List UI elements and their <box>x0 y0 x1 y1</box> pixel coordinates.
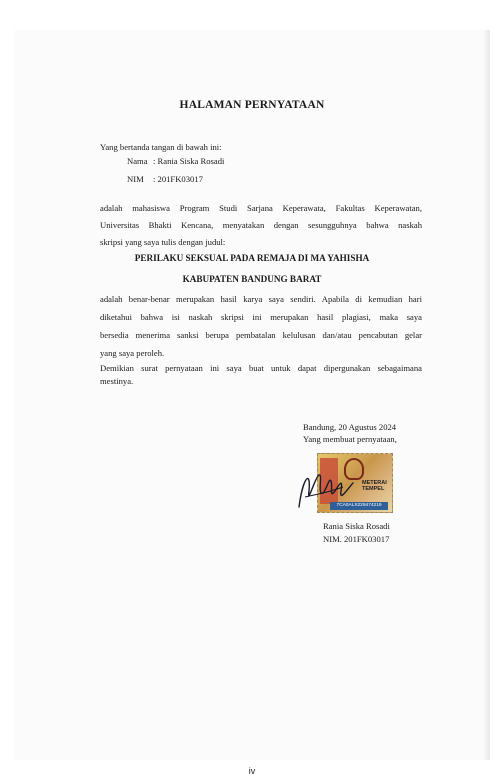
page-number: iv <box>248 766 256 776</box>
paragraph-line: yang saya peroleh. <box>100 348 165 358</box>
nim-value: : 201FK03017 <box>153 174 203 184</box>
scanned-page <box>14 30 490 760</box>
page-title: HALAMAN PERNYATAAN <box>179 99 325 111</box>
signature-block <box>293 447 403 522</box>
thesis-title-line: PERILAKU SEKSUAL PADA REMAJA DI MA YAHISHA <box>134 253 370 263</box>
page-edge <box>484 30 490 760</box>
maker-label: Yang membuat pernyataan, <box>303 434 397 444</box>
paragraph-line: skripsi yang saya tulis dengan judul: <box>100 237 226 247</box>
paragraph-line: bersedia menerima sanksi berupa pembatalan kelulusan dan/atau pencabutan gelar <box>100 330 422 340</box>
paragraph-line: adalah mahasiswa Program Studi Sarjana Keperawata, Fakultas Keperawatan, <box>100 203 422 213</box>
paragraph-line: adalah benar-benar merupakan hasil karya saya sendiri. Apabila di kemudian hari <box>100 294 422 304</box>
place-date: Bandung, 20 Agustus 2024 <box>303 422 397 432</box>
thesis-title-line: KABUPATEN BANDUNG BARAT <box>182 274 322 284</box>
name-label: Nama <box>127 156 148 166</box>
signer-nim: NIM. 201FK03017 <box>323 534 390 544</box>
nim-label: NIM <box>127 174 144 184</box>
intro-text: Yang bertanda tangan di bawah ini: <box>100 142 222 152</box>
stamp-serial: 7CA0ALX229474219 <box>330 502 388 510</box>
name-value: : Rania Siska Rosadi <box>153 156 225 166</box>
paragraph-line: Universitas Bhakti Kencana, menyatakan dengan sesungguhnya bahwa naskah <box>100 220 422 230</box>
paragraph-line: diketahui bahwa isi naskah skripsi ini merupakan hasil plagiasi, maka saya <box>100 312 422 322</box>
paragraph-line: Demikian surat pernyataan ini saya buat untuk dapat dipergunakan sebagaimana <box>100 363 422 373</box>
stamp-label: METERAI TEMPEL <box>362 480 387 492</box>
handwritten-signature <box>293 447 403 522</box>
signer-name: Rania Siska Rosadi <box>323 521 390 531</box>
paragraph-line: mestinya. <box>100 376 134 386</box>
